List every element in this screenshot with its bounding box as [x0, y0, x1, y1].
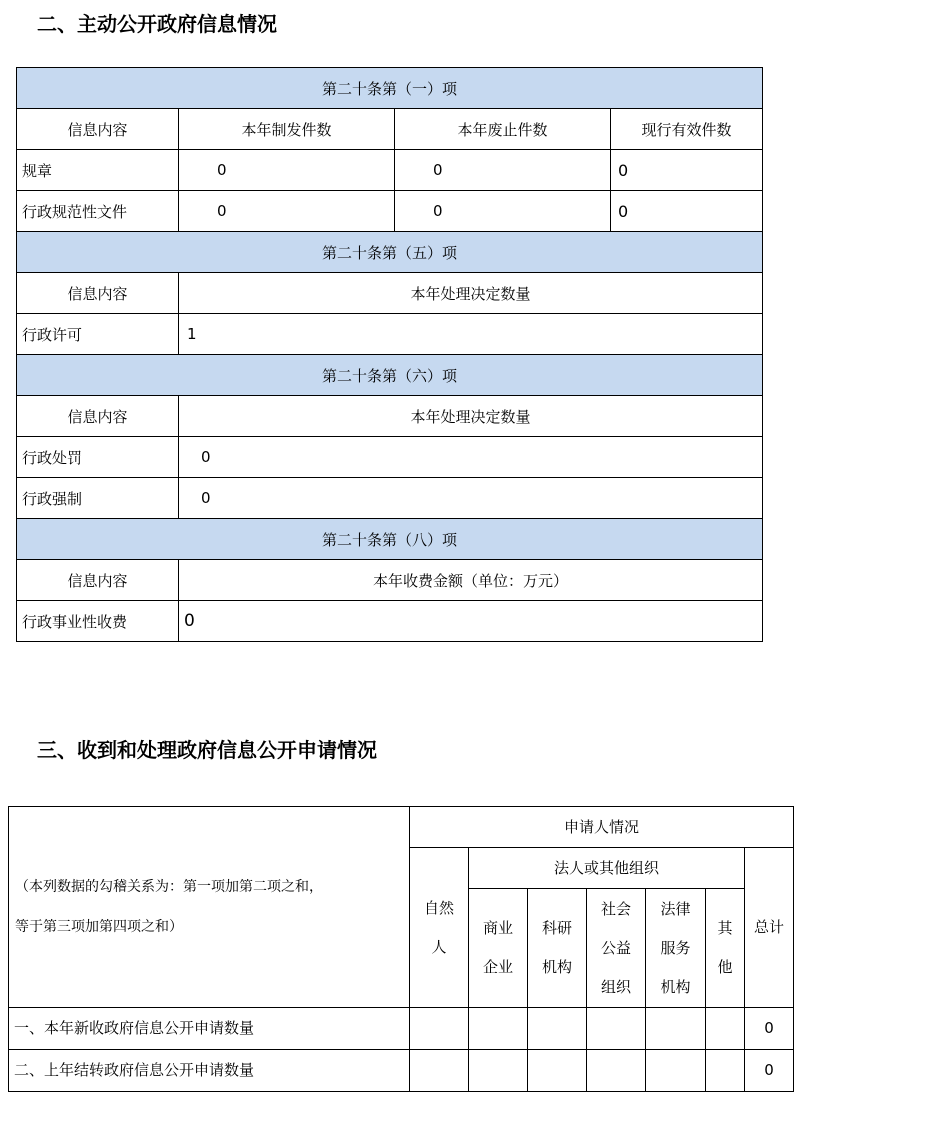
note-line-2: 等于第三项加第四项之和）: [15, 919, 183, 935]
cell-natural-person: [410, 1008, 469, 1050]
row-label: 行政事业性收费: [17, 601, 179, 642]
table-row: [17, 437, 763, 478]
table-row: [17, 601, 763, 642]
col-social-line-3: 组织: [600, 977, 631, 996]
table-row: [9, 1050, 794, 1092]
cell-research: [528, 1050, 587, 1092]
note-line-1: （本列数据的勾稽关系为：第一项加第二项之和，: [15, 879, 323, 895]
cell-commercial: [469, 1008, 528, 1050]
col-natural-person: [410, 848, 469, 1008]
col-issued: 本年制发件数: [179, 109, 395, 150]
col-decision-count: 本年处理决定数量: [179, 273, 763, 314]
cell-social: [587, 1050, 646, 1092]
cell-legal-service: [646, 1050, 706, 1092]
block6-header: 第二十条第（六）项: [17, 355, 763, 396]
requests-table: [8, 806, 794, 1092]
col-info-content: 信息内容: [17, 109, 179, 150]
table-row: [9, 1008, 794, 1050]
col-social-line-2: 公益: [600, 938, 631, 957]
col-commercial: [469, 889, 528, 1008]
cell-commercial: [469, 1050, 528, 1092]
section-title-requests: 三、收到和处理政府信息公开申请情况: [37, 738, 377, 762]
section-title-proactive: 二、主动公开政府信息情况: [37, 12, 277, 36]
col-info-content: 信息内容: [17, 396, 179, 437]
row-label: 行政规范性文件: [17, 191, 179, 232]
col-research-line-2: 机构: [541, 958, 572, 976]
col-abolished: 本年废止件数: [395, 109, 611, 150]
col-decision-count: 本年处理决定数量: [179, 396, 763, 437]
col-legal-service: [646, 889, 706, 1008]
cell-research: [528, 1008, 587, 1050]
issued-value: 0: [179, 150, 395, 191]
col-natural-person-line-1: 自然: [423, 898, 454, 917]
cell-natural-person: [410, 1050, 469, 1092]
row-label: 一、本年新收政府信息公开申请数量: [9, 1008, 410, 1050]
table-row: [17, 150, 763, 191]
cell-other: [706, 1050, 745, 1092]
col-social: [587, 889, 646, 1008]
col-legal-service-line-3: 机构: [660, 977, 691, 996]
legal-header: 法人或其他组织: [469, 848, 745, 889]
table-row: [17, 478, 763, 519]
col-info-content: 信息内容: [17, 273, 179, 314]
col-commercial-line-1: 商业: [482, 919, 513, 937]
note-cell: [9, 807, 410, 1008]
col-fee-amount: 本年收费金额（单位：万元）: [179, 560, 763, 601]
col-other-line-1: 其: [717, 919, 733, 937]
col-total: 总计: [745, 848, 794, 1008]
applicant-header: 申请人情况: [410, 807, 794, 848]
decision-value: 1: [179, 314, 763, 355]
cell-legal-service: [646, 1008, 706, 1050]
col-valid: 现行有效件数: [611, 109, 763, 150]
col-other-line-2: 他: [717, 958, 733, 976]
cell-social: [587, 1008, 646, 1050]
col-info-content: 信息内容: [17, 560, 179, 601]
col-social-line-1: 社会: [600, 899, 631, 918]
row-label: 规章: [17, 150, 179, 191]
cell-total: 0: [745, 1008, 794, 1050]
decision-value: 0: [179, 437, 763, 478]
col-research-line-1: 科研: [541, 919, 572, 937]
col-commercial-line-2: 企业: [482, 958, 513, 976]
row-label: 二、上年结转政府信息公开申请数量: [9, 1050, 410, 1092]
col-legal-service-line-2: 服务: [660, 938, 691, 957]
cell-total: 0: [745, 1050, 794, 1092]
abolished-value: 0: [395, 150, 611, 191]
abolished-value: 0: [395, 191, 611, 232]
decision-value: 0: [179, 478, 763, 519]
row-label: 行政许可: [17, 314, 179, 355]
block5-header: 第二十条第（五）项: [17, 232, 763, 273]
col-legal-service-line-1: 法律: [660, 899, 691, 918]
valid-value: 0: [611, 191, 763, 232]
col-other: [706, 889, 745, 1008]
issued-value: 0: [179, 191, 395, 232]
col-research: [528, 889, 587, 1008]
fee-value: 0: [179, 601, 763, 642]
row-label: 行政强制: [17, 478, 179, 519]
row-label: 行政处罚: [17, 437, 179, 478]
table-row: [17, 314, 763, 355]
table-row: [17, 191, 763, 232]
block8-header: 第二十条第（八）项: [17, 519, 763, 560]
valid-value: 0: [611, 150, 763, 191]
cell-other: [706, 1008, 745, 1050]
block1-header: 第二十条第（一）项: [17, 68, 763, 109]
proactive-disclosure-table: [16, 67, 763, 642]
col-natural-person-line-2: 人: [431, 937, 447, 956]
